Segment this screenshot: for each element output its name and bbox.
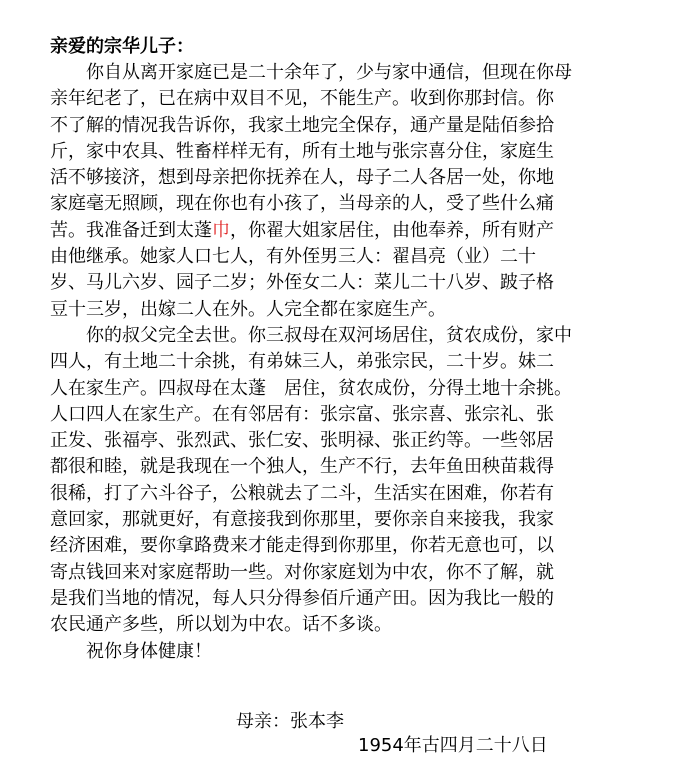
paragraph-2-line: 你的叔父完全去世。你三叔母在双河场居住，贫农成份，家中: [86, 324, 572, 346]
closing-greeting: 祝你身体健康！: [86, 640, 212, 662]
paragraph-2-line: 意回家，那就更好，有意接我到你那里，要你亲自来接我，我家: [50, 509, 554, 531]
paragraph-1-line: 亲年纪老了，已在病中双目不见，不能生产。收到你那封信。你: [50, 88, 554, 110]
paragraph-1-line: 岁、马儿六岁、园子二岁；外侄女二人：菜儿二十八岁、跛子格: [50, 272, 554, 294]
paragraph-2-line: 正发、张福亭、张烈武、张仁安、张明禄、张正约等。一些邻居: [50, 430, 554, 452]
paragraph-1-line: 活不够接济，想到母亲把你抚养在人，母子二人各居一处，你地: [50, 167, 554, 189]
paragraph-2-line: 人在家生产。四叔母在太蓬 居住，贫农成份，分得土地十余挑。: [50, 377, 572, 399]
paragraph-1-line: 你自从离开家庭已是二十余年了，少与家中通信，但现在你母: [86, 62, 572, 83]
paragraph-1-line: 豆十三岁，出嫁二人在外。人完全都在家庭生产。: [50, 298, 446, 320]
paragraph-2-line: 很稀，打了六斗谷子，公粮就去了二斗，生活实在困难，你若有: [50, 482, 554, 504]
line-text: 苦。我准备迁到太蓬: [50, 219, 212, 241]
paragraph-1-line: 斤，家中农具、牲畜样样无有，所有土地与张宗喜分住，家庭生: [50, 140, 554, 162]
letter-body: [50, 34, 635, 665]
paragraph-2-line: 寄点钱回来对家庭帮助一些。对你家庭划为中农，你不了解，就: [50, 561, 554, 583]
highlighted-character: 巾: [212, 219, 230, 241]
paragraph-1-line: 由他继承。她家人口七人，有外侄男三人：翟昌亮（业）二十: [50, 246, 536, 268]
paragraph-1-line: [50, 218, 635, 244]
line-text: ，你翟大姐家居住，由他奉养，所有财产: [230, 219, 554, 241]
paragraph-2-line: 是我们当地的情况，每人只分得参佰斤通产田。因为我比一般的: [50, 587, 554, 609]
letter-date: 1954年古四月二十八日: [358, 735, 548, 756]
paragraph-2-line: 都很和睦，就是我现在一个独人，生产不行，去年鱼田秧苗栽得: [50, 456, 554, 478]
paragraph-2-line: 人口四人在家生产。在有邻居有：张宗富、张宗喜、张宗礼、张: [50, 403, 554, 425]
paragraph-1-line: 家庭毫无照顾，现在你也有小孩了，当母亲的人，受了些什么痛: [50, 193, 554, 215]
paragraph-1: [50, 60, 635, 323]
paragraph-2: [50, 323, 635, 639]
signature: 母亲：张本李: [236, 711, 344, 732]
paragraph-2-line: 经济困难，要你拿路费来才能走得到你那里，你若无意也可，以: [50, 535, 554, 557]
paragraph-2-line: 农民通产多些，所以划为中农。话不多谈。: [50, 614, 392, 636]
paragraph-2-line: 四人，有土地二十余挑，有弟妹三人，弟张宗民，二十岁。妹二: [50, 351, 554, 373]
paragraph-1-line: 不了解的情况我告诉你，我家土地完全保存，通产量是陆佰参拾: [50, 114, 554, 136]
salutation: 亲爱的宗华儿子：: [50, 36, 194, 57]
